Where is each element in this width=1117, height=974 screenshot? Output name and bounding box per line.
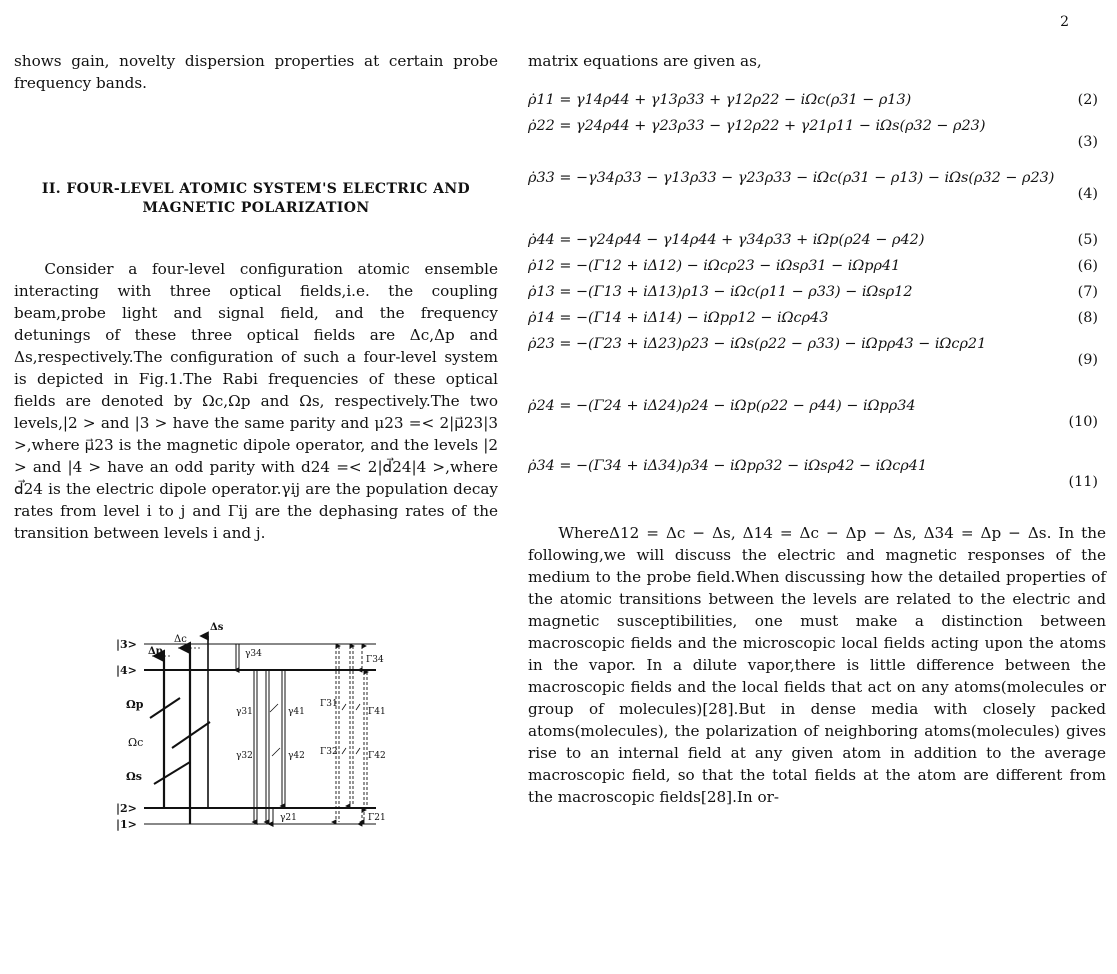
right-intro-text: matrix equations are given as, <box>528 52 762 70</box>
equation-list <box>528 92 1106 522</box>
equation-2 <box>528 92 1106 118</box>
equation-text: ρ̇33 = −γ34ρ33 − γ13ρ33 − γ23ρ33 − iΩc(ρ31 − ρ13) − iΩs(ρ32 − ρ23) <box>528 170 1055 187</box>
level-label-4: |4> <box>116 664 137 678</box>
equation-4 <box>528 170 1106 232</box>
equation-text: ρ̇14 = −(Γ14 + iΔ14) − iΩpρ12 − iΩcρ43 <box>528 310 829 327</box>
label-gamma32: γ32 <box>236 751 253 762</box>
equation-text: ρ̇34 = −(Γ34 + iΔ34)ρ34 − iΩpρ32 − iΩsρ42 − iΩcρ41 <box>528 458 928 475</box>
equation-11 <box>528 458 1106 522</box>
label-Gamma34: Γ34 <box>366 655 384 666</box>
label-delta-c: Δc <box>174 634 187 646</box>
equation-number: (4) <box>1077 186 1098 203</box>
equation-6 <box>528 258 1106 284</box>
right-paragraph: WhereΔ12 = Δc − Δs, Δ14 = Δc − Δp − Δs, Δ34 = Δp − Δs. In the following,we will discuss the electric and magnetic responses of the medium to the probe field.When discussing how the detailed properties of the atomic transitions between the levels are related to the electric and magnetic susceptibilities, one must make a distinction between macroscopic fields and the microscopic local fields acting upon the atoms in the vapor. In a dilute vapor,there is little difference between the macroscopic fields and the local fields that act on any atoms(molecules or group of molecules)[28].But in dense media with closely packed atoms(molecules), the polarization of neighboring atoms(molecules) gives rise to an internal field at any given atom in addition to the average macroscopic field, so that the total fields at the atom are different from the macroscopic fields[28].In or- <box>528 524 1106 807</box>
equation-text: ρ̇23 = −(Γ23 + iΔ23)ρ23 − iΩs(ρ22 − ρ33) − iΩpρ43 − iΩcρ21 <box>528 336 987 353</box>
label-omega-c: Ωc <box>128 736 144 750</box>
label-gamma42: γ42 <box>288 751 305 762</box>
energy-level-figure <box>114 616 386 856</box>
equation-number: (10) <box>1068 414 1098 431</box>
right-column <box>528 50 1106 808</box>
label-Gamma42: Γ42 <box>368 751 386 762</box>
page-number: 2 <box>1060 14 1069 30</box>
label-gamma21: γ21 <box>280 813 297 824</box>
energy-level-diagram <box>114 616 386 856</box>
left-intro-text: shows gain, novelty dispersion properties at certain probe frequency bands. <box>14 52 498 93</box>
equation-text: ρ̇22 = γ24ρ44 + γ23ρ33 − γ12ρ22 + γ21ρ11 − iΩs(ρ32 − ρ23) <box>528 118 986 135</box>
left-column <box>14 50 498 856</box>
equation-number: (11) <box>1068 474 1098 491</box>
equation-number: (5) <box>1077 232 1098 249</box>
equation-number: (9) <box>1077 352 1098 369</box>
equation-text: ρ̇11 = γ14ρ44 + γ13ρ33 + γ12ρ22 − iΩc(ρ31 − ρ13) <box>528 92 912 109</box>
label-Gamma32: Γ32 <box>320 747 338 758</box>
label-omega-p: Ωp <box>126 698 144 712</box>
label-omega-s: Ωs <box>126 770 142 784</box>
equation-number: (3) <box>1077 134 1098 151</box>
equation-text: ρ̇12 = −(Γ12 + iΔ12) − iΩcρ23 − iΩsρ31 − iΩpρ41 <box>528 258 901 275</box>
equation-text: ρ̇13 = −(Γ13 + iΔ13)ρ13 − iΩc(ρ11 − ρ33) − iΩsρ12 <box>528 284 913 301</box>
equation-number: (6) <box>1077 258 1098 275</box>
equation-5 <box>528 232 1106 258</box>
equation-8 <box>528 310 1106 336</box>
section-heading: II. FOUR-LEVEL ATOMIC SYSTEM'S ELECTRIC AND MAGNETIC POLARIZATION <box>41 181 471 216</box>
level-label-3: |3> <box>116 638 137 652</box>
equation-text: ρ̇24 = −(Γ24 + iΔ24)ρ24 − iΩp(ρ22 − ρ44) − iΩpρ34 <box>528 398 916 415</box>
equation-10 <box>528 398 1106 458</box>
equation-number: (7) <box>1077 284 1098 301</box>
equation-text: ρ̇44 = −γ24ρ44 − γ14ρ44 + γ34ρ33 + iΩp(ρ24 − ρ42) <box>528 232 925 249</box>
label-delta-s: Δs <box>210 622 224 634</box>
label-Gamma41: Γ41 <box>368 707 386 718</box>
level-label-1: |1> <box>116 818 137 832</box>
label-Gamma31: Γ31 <box>320 699 338 710</box>
label-delta-p: Δp <box>148 646 163 658</box>
equation-7 <box>528 284 1106 310</box>
label-gamma31: γ31 <box>236 707 253 718</box>
equation-3 <box>528 118 1106 170</box>
equation-number: (2) <box>1077 92 1098 109</box>
label-gamma41: γ41 <box>288 707 305 718</box>
section-paragraph: Consider a four-level configuration atomic ensemble interacting with three optical fields,i.e. the coupling beam,probe light and signal field, and the frequency detunings of these three optical fields are Δc,Δp and Δs,respectively.The configuration of such a four-level system is depicted in Fig.1.The Rabi frequencies of these optical fields are denoted by Ωc,Ωp and Ωs, respectively.The two levels,|2 > and |3 > have the same parity and μ23 =< 2|μ⃗23|3 >,where μ⃗23 is the magnetic dipole operator, and the levels |2 > and |4 > have an odd parity with d24 =< 2|d⃗24|4 >,where d⃗24 is the electric dipole operator.γij are the population decay rates from level i to j and Γij are the dephasing rates of the transition between levels i and j. <box>14 259 498 543</box>
label-gamma34: γ34 <box>245 649 262 660</box>
equation-9 <box>528 336 1106 398</box>
label-Gamma21: Γ21 <box>368 813 386 824</box>
level-label-2: |2> <box>116 802 137 816</box>
equation-number: (8) <box>1077 310 1098 327</box>
